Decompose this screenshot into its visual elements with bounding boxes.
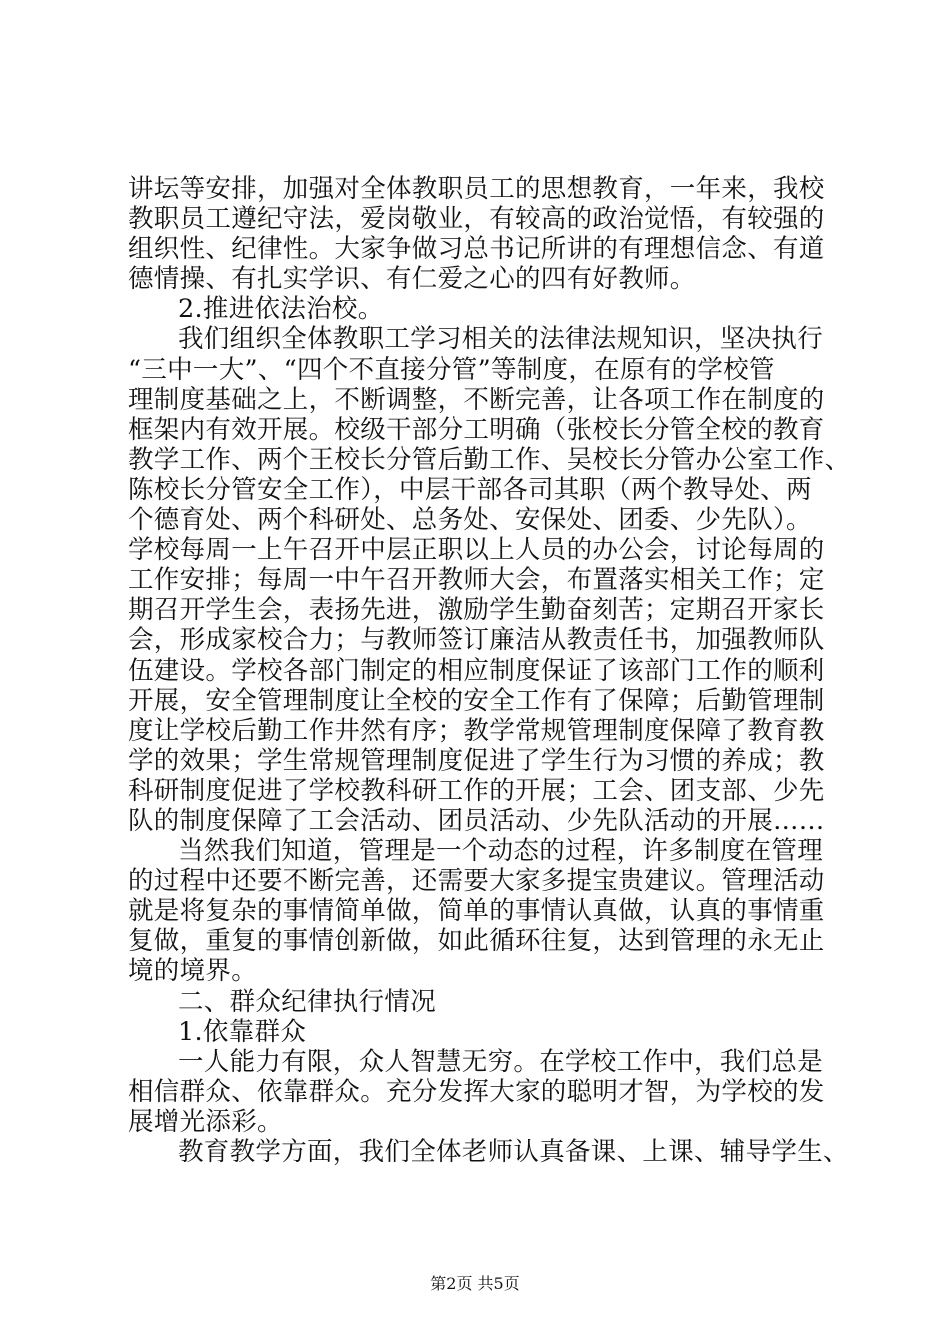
text-line: 2.推进依法治校。 — [178, 294, 384, 325]
text-line: 讲坛等安排，加强对全体教职员工的思想教育，一年来，我校 — [128, 174, 825, 204]
text-line: 1.依靠群众 — [178, 1016, 307, 1047]
text-line: 就是将复杂的事情简单做，简单的事情认真做，认真的事情重 — [128, 896, 825, 927]
text-line: 科研制度促进了学校教科研工作的开展；工会、团支部、少先 — [128, 775, 825, 806]
text-line: 组织性、纪律性。大家争做习总书记所讲的有理想信念、有道 — [128, 234, 825, 265]
text-line: 教学工作、两个王校长分管后勤工作、吴校长分管办公室工作、 — [128, 444, 851, 475]
text-line: 陈校长分管安全工作），中层干部各司其职（两个教导处、两 — [128, 474, 812, 505]
text-line: 展增光添彩。 — [128, 1106, 283, 1137]
text-line: 学的效果；学生常规管理制度促进了学生行为习惯的养成；教 — [128, 745, 825, 776]
text-line: 队的制度保障了工会活动、团员活动、少先队活动的开展…… — [128, 805, 825, 836]
page-footer: 第2页 共5页 — [430, 1274, 520, 1293]
text-line: 一人能力有限，众人智慧无穷。在学校工作中，我们总是 — [178, 1046, 824, 1077]
text-line: 理制度基础之上，不断调整，不断完善，让各项工作在制度的 — [128, 384, 825, 415]
text-line: 会，形成家校合力；与教师签订廉洁从教责任书，加强教师队 — [128, 625, 825, 656]
text-line: 期召开学生会，表扬先进，激励学生勤奋刻苦；定期召开家长 — [128, 595, 825, 626]
document-body — [128, 174, 851, 1167]
text-line: 框架内有效开展。校级干部分工明确（张校长分管全校的教育 — [128, 414, 825, 445]
text-line: 二、群众纪律执行情况 — [178, 986, 437, 1017]
text-line: 工作安排；每周一中午召开教师大会，布置落实相关工作；定 — [128, 565, 825, 596]
text-line: 教育教学方面，我们全体老师认真备课、上课、辅导学生、 — [178, 1137, 849, 1167]
text-line: 度让学校后勤工作井然有序；教学常规管理制度保障了教育教 — [128, 715, 825, 746]
text-line: “三中一大”、“四个不直接分管”等制度，在原有的学校管 — [128, 354, 775, 385]
text-line: 当然我们知道，管理是一个动态的过程，许多制度在管理 — [178, 836, 824, 867]
text-line: 相信群众、依靠群众。充分发挥大家的聪明才智，为学校的发 — [128, 1076, 825, 1107]
text-line: 开展，安全管理制度让全校的安全工作有了保障；后勤管理制 — [128, 685, 825, 716]
text-line: 伍建设。学校各部门制定的相应制度保证了该部门工作的顺利 — [128, 655, 825, 686]
text-line: 德情操、有扎实学识、有仁爱之心的四有好教师。 — [128, 264, 696, 295]
text-line: 的过程中还要不断完善，还需要大家多提宝贵建议。管理活动 — [128, 866, 825, 897]
text-line: 我们组织全体教职工学习相关的法律法规知识，坚决执行 — [178, 324, 824, 355]
text-line: 个德育处、两个科研处、总务处、安保处、团委、少先队）。 — [128, 505, 812, 536]
text-line: 境的境界。 — [128, 956, 258, 987]
text-line: 复做，重复的事情创新做，如此循环往复，达到管理的永无止 — [128, 926, 825, 957]
text-line: 学校每周一上午召开中层正职以上人员的办公会，讨论每周的 — [128, 535, 825, 566]
text-line: 教职员工遵纪守法，爱岗敬业，有较高的政治觉悟，有较强的 — [128, 204, 825, 235]
